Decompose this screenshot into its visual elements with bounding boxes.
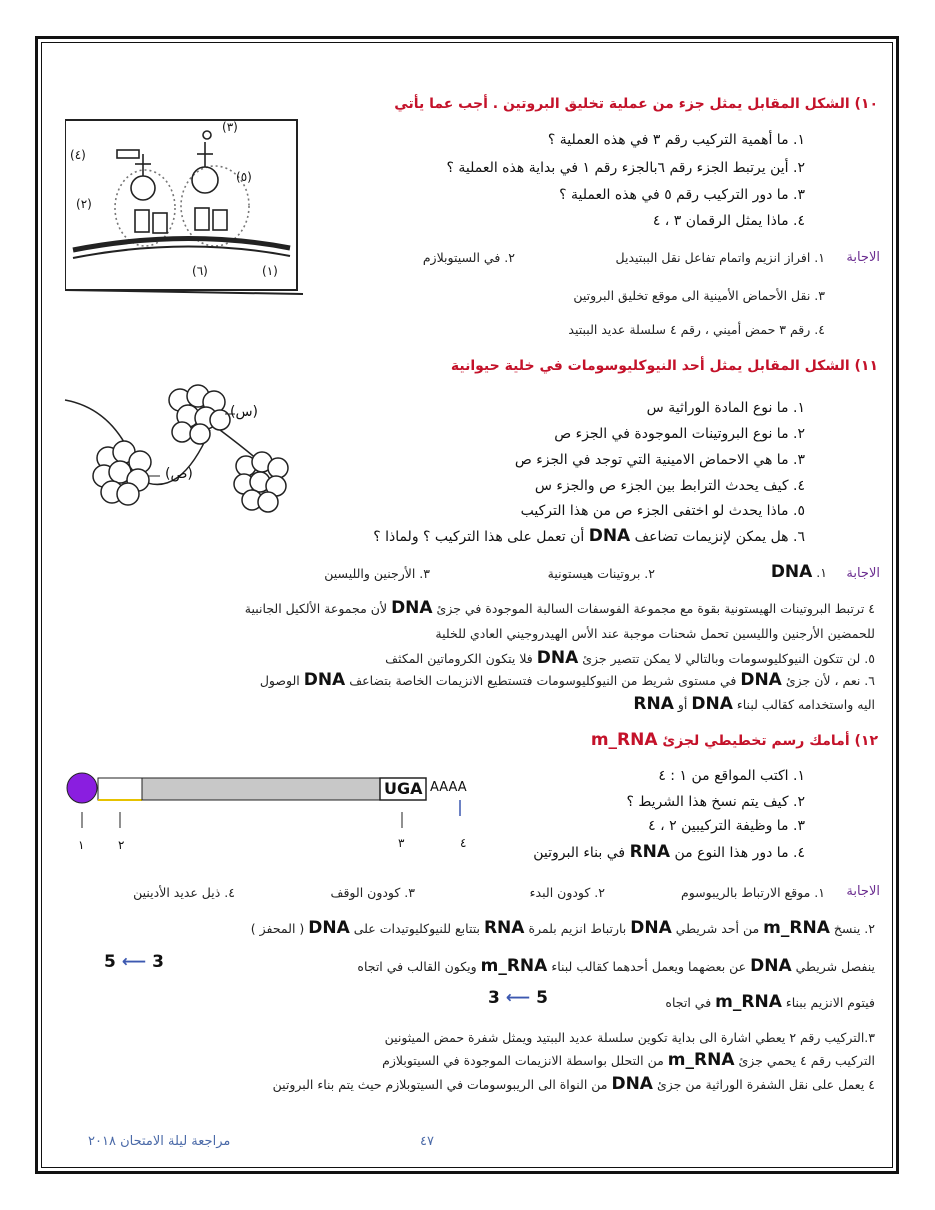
- term-dna: DNA: [691, 694, 733, 714]
- q11-answer-1-num: ١.: [816, 565, 827, 580]
- term-dna: DNA: [536, 648, 579, 668]
- footer-caption: مراجعة ليلة الامتحان ٢٠١٨: [88, 1134, 231, 1149]
- term-mrna: m_RNA: [763, 918, 830, 938]
- q12-a4-p1: ٤ يعمل على نقل الشفرة الوراثية من جزئ: [656, 1077, 875, 1092]
- q12-a2-l2b: عن بعضهما ويعمل أحدهما كقالب لبناء: [551, 959, 747, 974]
- q11-answer-5: [385, 648, 875, 668]
- q11-item-2: ٢. ما نوع البروتينات الموجودة في الجزء ص: [554, 426, 805, 442]
- fig10-label-2: (٢): [76, 197, 92, 211]
- q12-answer-3: ٣.التركيب رقم ٢ يعطي اشارة الى بداية تكوين سلسلة عديد الببتيد ويمثل شفرة حمض الميثونين: [384, 1030, 875, 1045]
- q12-a3b-p1: التركيب رقم ٤ يحمي جزئ: [738, 1053, 875, 1068]
- term-rna: RNA: [483, 918, 525, 938]
- q10-answer-1: ١. افراز انزيم واتمام تفاعل نقل الببتيديل: [615, 250, 825, 265]
- q12-answer-1d: ٤. ذيل عديد الأدينين: [133, 885, 235, 900]
- term-dna: DNA: [308, 918, 350, 938]
- q12-item-4b: في بناء البروتين: [533, 845, 626, 861]
- q11-answer-6: [260, 670, 875, 690]
- q12-a2-l2c: ويكون القالب في اتجاه: [357, 959, 477, 974]
- fig10-label-3: (٣): [222, 120, 238, 134]
- q11-answer-label: الاجابة: [846, 566, 880, 581]
- mrna-codon-uga: UGA: [384, 779, 423, 798]
- q12-title-text: ١٢) أمامك رسم تخطيطي لجزئ: [662, 733, 878, 749]
- q12-a2-l1b: من أحد شريطي: [675, 921, 760, 936]
- dir-value-a: 3: [152, 952, 164, 972]
- q10-answer-3: ٣. نقل الأحماض الأمينية الى موقع تخليق البروتين: [573, 288, 825, 303]
- fig10-label-5: (٥): [236, 170, 252, 184]
- q12-a2-l1a: ٢. ينسخ: [833, 921, 875, 936]
- q12-a2-l3b: في اتجاه: [665, 995, 712, 1010]
- q11-answer-4-line2: للحمضين الأرجنين والليسين تحمل شحنات موجبة عند الأس الهيدروجيني العادي للخلية: [435, 626, 875, 641]
- q12-answer-1b: ٢. كودون البدء: [529, 885, 605, 900]
- fig10-label-6: (٦): [192, 264, 208, 278]
- q10-item-2: ٢. أين يرتبط الجزء رقم ٦بالجزء رقم ١ في بداية هذه العملية ؟: [446, 160, 805, 176]
- q10-item-1: ١. ما أهمية التركيب رقم ٣ في هذه العملية ؟: [547, 132, 805, 148]
- q12-item-1: ١. اكتب المواقع من ١ : ٤: [658, 768, 805, 784]
- term-mrna: m_RNA: [667, 1050, 735, 1070]
- q11-a6-p1: ٦. نعم ، لأن جزئ: [785, 673, 875, 688]
- dir-value-b: 5: [104, 952, 116, 972]
- q11-item-5: ٥. ماذا يحدث لو اختفى الجزء ص من هذا التركيب: [520, 503, 805, 519]
- q12-title: [591, 730, 878, 750]
- q11-item-6a: ٦. هل يمكن لإنزيمات تضاعف: [634, 529, 805, 545]
- q12-answer-4: [273, 1074, 875, 1094]
- q11-a6-p3: الوصول: [259, 673, 300, 688]
- q10-answer-2: ٢. في السيتوبلازم: [422, 250, 515, 265]
- q12-answer-label: الاجابة: [846, 884, 880, 899]
- left-arrow-icon: ⟵: [505, 988, 531, 1008]
- term-dna: DNA: [740, 670, 782, 690]
- fig10-label-4: (٤): [70, 148, 86, 162]
- term-dna: DNA: [630, 918, 672, 938]
- term-mrna: m_RNA: [480, 956, 548, 976]
- q12-a2-l1c: بارتباط انزيم بلمرة: [528, 921, 627, 936]
- q11-a4-p2: لأن مجموعة الألكيل الجانبية: [244, 601, 388, 616]
- q11-answer-1: [771, 562, 827, 582]
- q12-answer-1a: ١. موقع الارتباط بالريبوسوم: [680, 885, 825, 900]
- q11-answer-2: ٢. بروتينات هيستونية: [547, 566, 655, 581]
- term-dna: DNA: [750, 956, 792, 976]
- q10-answer-label: الاجابة: [846, 250, 880, 265]
- term-dna: DNA: [770, 562, 813, 582]
- q10-item-4: ٤. ماذا يمثل الرقمان ٣ ، ٤: [652, 213, 805, 229]
- q11-a5-p2: فلا يتكون الكروماتين المكثف: [385, 651, 533, 666]
- q12-answer-1c: ٣. كودون الوقف: [330, 885, 415, 900]
- mrna-tick-2: ٢: [118, 838, 125, 852]
- q12-item-4a: ٤. ما دور هذا النوع من: [674, 845, 805, 861]
- left-arrow-icon: ⟵: [121, 952, 147, 972]
- direction-5-to-3: [488, 988, 548, 1008]
- term-mrna: m_RNA: [590, 730, 658, 750]
- q11-item-6: [373, 526, 805, 546]
- q12-item-2: ٢. كيف يتم نسخ هذا الشريط ؟: [626, 794, 805, 810]
- q11-a4-p1: ٤ ترتبط البروتينات الهيستونية بقوة مع مجموعة الفوسفات السالبة الموجودة في جزئ: [436, 601, 875, 616]
- q12-a2-l1e: ( المحفز ): [250, 921, 305, 936]
- q12-a2-l3a: فيتوم الانزيم ببناء: [785, 995, 875, 1010]
- q10-title: ١٠) الشكل المقابل يمثل جزء من عملية تخليق البروتين . أجب عما يأتي: [394, 96, 878, 112]
- dir-value-b2: 5: [536, 988, 548, 1008]
- fig11-label-ss: (ص): [165, 466, 193, 482]
- q12-item-3: ٣. ما وظيفة التركيبين ٢ ، ٤: [648, 818, 805, 834]
- q12-answer-3b: [382, 1050, 875, 1070]
- term-dna: DNA: [391, 598, 433, 618]
- mrna-tick-3: ٣: [398, 836, 405, 850]
- q11-a5-p1: ٥. لن تتكون النيوكليوسومات وبالتالي لا يمكن تتصير جزئ: [582, 651, 875, 666]
- term-dna: DNA: [303, 670, 346, 690]
- q11-a6-or: أو: [677, 697, 688, 712]
- term-mrna: m_RNA: [715, 992, 782, 1012]
- mrna-polya-tail: AAAA: [430, 780, 467, 795]
- fig11-label-s: (س): [230, 404, 259, 420]
- q12-a2-l1d: بتتابع للنيوكليوتيدات على: [353, 921, 480, 936]
- term-rna: RNA: [633, 694, 674, 714]
- q11-item-3: ٣. ما هي الاحماض الامينية التي توجد في الجزء ص: [514, 452, 805, 468]
- q11-answer-6-line2: [633, 694, 875, 714]
- q11-a6-l2a: اليه واستخدامه كقالب لبناء: [736, 697, 875, 712]
- term-dna: DNA: [588, 526, 631, 546]
- q10-answer-4: ٤. رقم ٣ حمض أميني ، رقم ٤ سلسلة عديد الببتيد: [568, 322, 825, 337]
- mrna-tick-4: ٤: [460, 836, 467, 850]
- q11-answer-3: ٣. الأرجنين والليسين: [324, 566, 430, 581]
- q12-item-4: [533, 842, 805, 862]
- q11-item-1: ١. ما نوع المادة الوراثية س: [646, 400, 805, 416]
- q10-item-3: ٣. ما دور التركيب رقم ٥ في هذه العملية ؟: [559, 187, 805, 203]
- q12-a2-l2a: ينفصل شريطي: [795, 959, 875, 974]
- q12-answer-2-line3: [665, 992, 875, 1012]
- nucleosome-figure: [60, 370, 330, 520]
- q11-item-6b: أن تعمل على هذا التركيب ؟ ولماذا ؟: [373, 529, 585, 545]
- q12-answer-2-line1: [251, 918, 875, 938]
- fig10-label-1: (١): [262, 264, 278, 278]
- term-dna: DNA: [611, 1074, 653, 1094]
- direction-3-to-5: [104, 952, 164, 972]
- q11-title: ١١) الشكل المقابل يمثل أحد النيوكليوسومات في خلية حيوانية: [450, 358, 878, 374]
- term-rna: RNA: [629, 842, 671, 862]
- q11-item-4: ٤. كيف يحدث الترابط بين الجزء ص والجزء س: [534, 478, 805, 494]
- dir-value-a2: 3: [488, 988, 500, 1008]
- page-number: ٤٧: [420, 1134, 434, 1149]
- q11-a6-p2: في مستوى شريط من النيوكليوسومات فتستطيع الانزيمات الخاصة بتضاعف: [349, 673, 737, 688]
- q12-answer-2-line2: [357, 956, 875, 976]
- q12-a4-p2: من النواة الى الريبوسومات في السيتوبلازم حيث يتم بناء البروتين: [272, 1077, 608, 1092]
- q12-a3b-p2: من التحلل بواسطة الانزيمات الموجودة في السيتوبلازم: [382, 1053, 664, 1068]
- mrna-tick-1: ١: [78, 838, 85, 852]
- q11-answer-4: [245, 598, 875, 618]
